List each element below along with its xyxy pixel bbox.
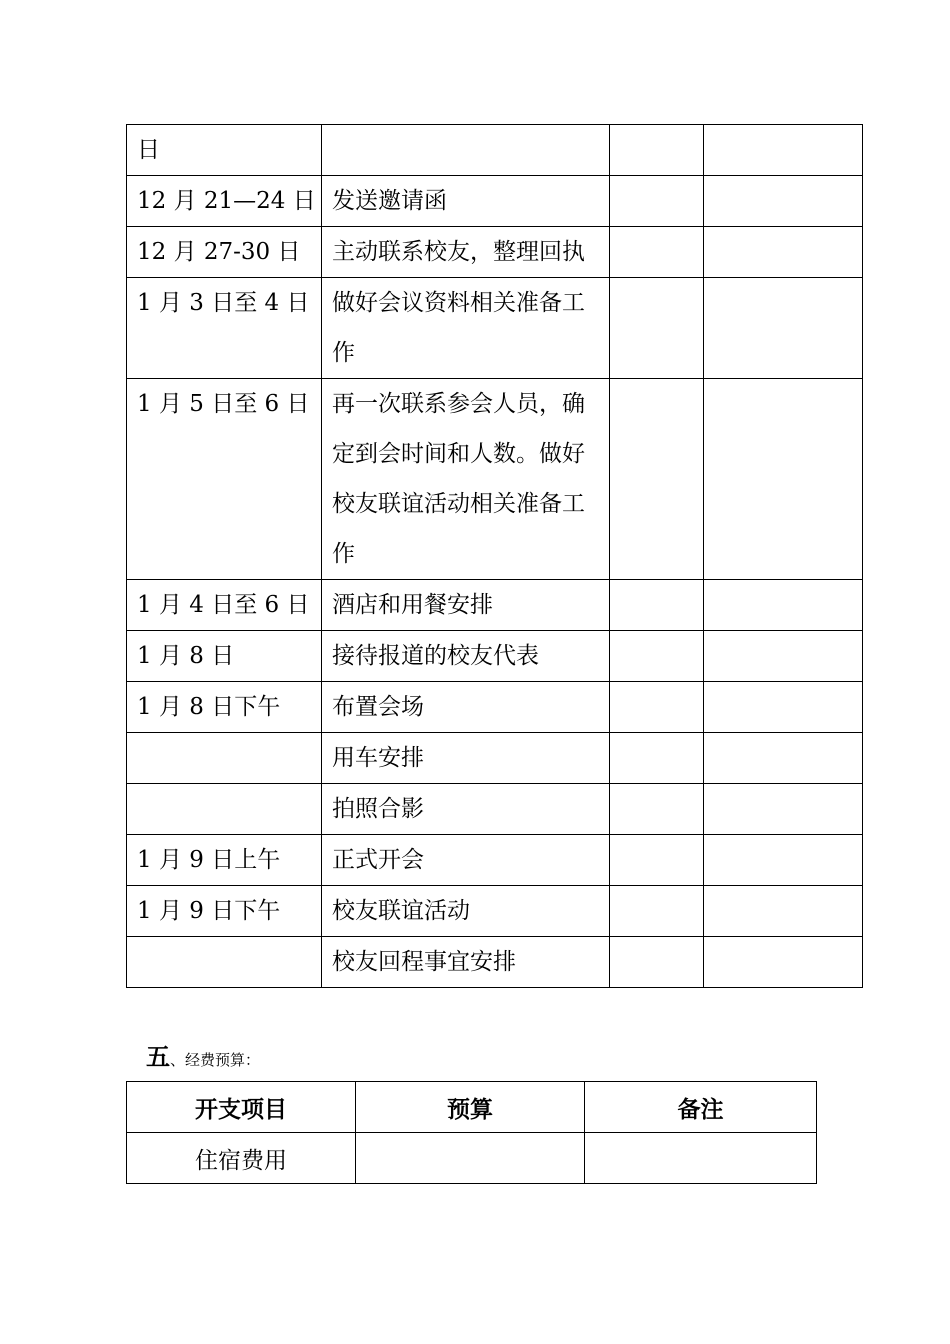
empty-cell <box>704 176 863 227</box>
table-row <box>127 631 863 682</box>
empty-cell <box>610 125 704 176</box>
table-row <box>127 125 863 176</box>
date-cell: 1 月 5 日至 6 日 <box>127 379 322 580</box>
date-cell: 12 月 27-30 日 <box>127 227 322 278</box>
task-cell: 校友联谊活动 <box>322 886 610 937</box>
table-row <box>127 886 863 937</box>
empty-cell <box>704 682 863 733</box>
empty-cell <box>610 227 704 278</box>
task-cell <box>322 125 610 176</box>
section-number: 五 <box>146 1042 170 1071</box>
empty-cell <box>704 937 863 988</box>
empty-cell <box>610 784 704 835</box>
schedule-table <box>126 124 863 988</box>
table-row <box>127 379 863 580</box>
empty-cell <box>704 631 863 682</box>
empty-cell <box>704 784 863 835</box>
date-cell: 1 月 8 日下午 <box>127 682 322 733</box>
header-budget: 预算 <box>356 1082 585 1133</box>
empty-cell <box>704 580 863 631</box>
table-row <box>127 176 863 227</box>
empty-cell <box>610 379 704 580</box>
task-cell: 正式开会 <box>322 835 610 886</box>
date-cell: 1 月 3 日至 4 日 <box>127 278 322 379</box>
task-cell: 再一次联系参会人员，确定到会时间和人数。做好校友联谊活动相关准备工作 <box>322 379 610 580</box>
table-row <box>127 835 863 886</box>
table-row <box>127 937 863 988</box>
empty-cell <box>610 631 704 682</box>
empty-cell <box>704 886 863 937</box>
task-cell: 用车安排 <box>322 733 610 784</box>
empty-cell <box>704 733 863 784</box>
empty-cell <box>610 176 704 227</box>
date-cell: 1 月 8 日 <box>127 631 322 682</box>
task-cell: 主动联系校友，整理回执 <box>322 227 610 278</box>
section-title: 、经费预算： <box>170 1051 261 1069</box>
date-cell: 1 月 9 日上午 <box>127 835 322 886</box>
table-row <box>127 278 863 379</box>
task-cell: 接待报道的校友代表 <box>322 631 610 682</box>
table-row <box>127 682 863 733</box>
budget-section-heading <box>146 1040 260 1077</box>
empty-cell <box>610 733 704 784</box>
header-expense-item: 开支项目 <box>127 1082 356 1133</box>
date-cell: 1 月 4 日至 6 日 <box>127 580 322 631</box>
budget-table <box>126 1081 817 1184</box>
empty-cell <box>610 278 704 379</box>
table-row <box>127 580 863 631</box>
table-header-row <box>127 1082 817 1133</box>
table-row <box>127 1133 817 1184</box>
date-cell: 12 月 21—24 日 <box>127 176 322 227</box>
table-row <box>127 733 863 784</box>
date-cell: 日 <box>127 125 322 176</box>
task-cell: 布置会场 <box>322 682 610 733</box>
empty-cell <box>610 682 704 733</box>
empty-cell <box>610 580 704 631</box>
task-cell: 拍照合影 <box>322 784 610 835</box>
empty-cell <box>704 227 863 278</box>
task-cell: 校友回程事宜安排 <box>322 937 610 988</box>
date-cell <box>127 733 322 784</box>
task-cell: 发送邀请函 <box>322 176 610 227</box>
date-cell <box>127 784 322 835</box>
empty-cell <box>704 125 863 176</box>
empty-cell <box>610 835 704 886</box>
header-remarks: 备注 <box>585 1082 817 1133</box>
date-cell <box>127 937 322 988</box>
empty-cell <box>704 278 863 379</box>
task-cell: 酒店和用餐安排 <box>322 580 610 631</box>
table-row <box>127 784 863 835</box>
empty-cell <box>610 937 704 988</box>
table-row <box>127 227 863 278</box>
empty-cell <box>610 886 704 937</box>
empty-cell <box>704 835 863 886</box>
date-cell: 1 月 9 日下午 <box>127 886 322 937</box>
expense-item-cell: 住宿费用 <box>127 1133 356 1184</box>
budget-cell <box>356 1133 585 1184</box>
remarks-cell <box>585 1133 817 1184</box>
task-cell: 做好会议资料相关准备工作 <box>322 278 610 379</box>
empty-cell <box>704 379 863 580</box>
